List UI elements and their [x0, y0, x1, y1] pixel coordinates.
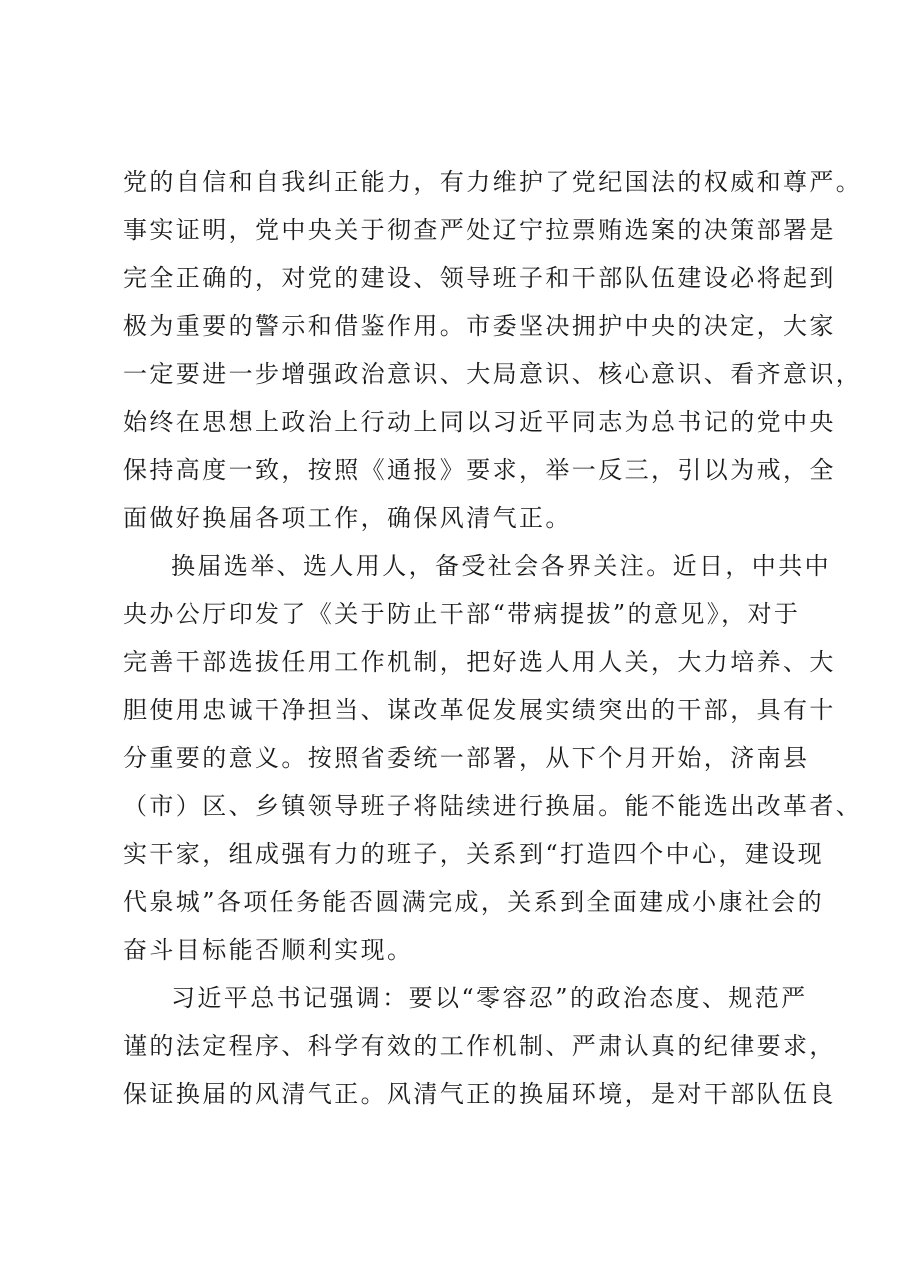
text-line: 完全正确的，对党的建设、领导班子和干部队伍建设必将起到 — [123, 264, 836, 292]
text-line: 面做好换届各项工作，确保风清气正。 — [123, 504, 572, 532]
text-line: 极为重要的警示和借鉴作用。市委坚决拥护中央的决定，大家 — [123, 312, 836, 340]
text-line: 奋斗目标能否顺利实现。 — [123, 936, 414, 964]
text-line: 一定要进一步增强政治意识、大局意识、核心意识、看齐意识， — [123, 360, 863, 388]
document-body — [123, 158, 863, 1118]
text-line: 党的自信和自我纠正能力，有力维护了党纪国法的权威和尊严。 — [123, 168, 863, 196]
text-line: 事实证明，党中央关于彻查严处辽宁拉票贿选案的决策部署是 — [123, 216, 836, 244]
text-line: （市）区、乡镇领导班子将陆续进行换届。能不能选出改革者、 — [123, 792, 863, 820]
text-line: 谨的法定程序、科学有效的工作机制、严肃认真的纪律要求， — [123, 1032, 836, 1060]
text-line: 保证换届的风清气正。风清气正的换届环境，是对干部队伍良 — [123, 1080, 836, 1108]
text-line: 代泉城”各项任务能否圆满完成，关系到全面建成小康社会的 — [123, 888, 825, 916]
text-line: 保持高度一致，按照《通报》要求，举一反三，引以为戒，全 — [123, 456, 836, 484]
paragraph-first-line: 换届选举、选人用人，备受社会各界关注。近日，中共中 — [171, 552, 831, 580]
text-line: 完善干部选拔任用工作机制，把好选人用人关，大力培养、大 — [123, 648, 836, 676]
paragraph-first-line: 习近平总书记强调：要以“零容忍”的政治态度、规范严 — [171, 984, 808, 1012]
text-line: 始终在思想上政治上行动上同以习近平同志为总书记的党中央 — [123, 408, 836, 436]
text-line: 央办公厅印发了《关于防止干部“带病提拔”的意见》，对于 — [123, 600, 801, 628]
text-line: 实干家，组成强有力的班子，关系到“打造四个中心，建设现 — [123, 840, 825, 868]
text-line: 胆使用忠诚干净担当、谋改革促发展实绩突出的干部，具有十 — [123, 696, 836, 724]
text-line: 分重要的意义。按照省委统一部署，从下个月开始，济南县 — [123, 744, 810, 772]
